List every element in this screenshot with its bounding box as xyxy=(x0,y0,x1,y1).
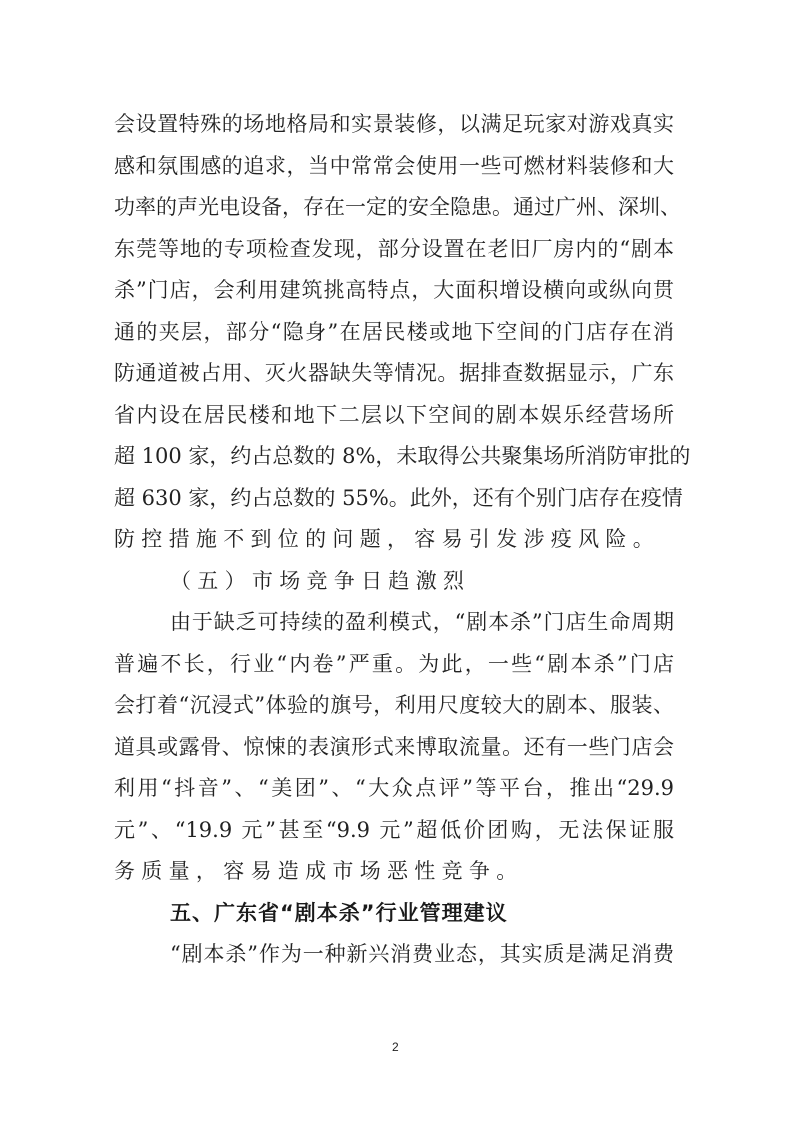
body-text-line: “剧本杀”作为一种新兴消费业态，其实质是满足消费 xyxy=(170,942,674,966)
body-text-line: 防通道被占用、灭火器缺失等情况。据排查数据显示，广东 xyxy=(114,361,674,385)
body-text-line: 元”、“19.9 元”甚至“9.9 元”超低价团购，无法保证服 xyxy=(114,817,674,842)
body-text-line: 通的夹层，部分“隐身”在居民楼或地下空间的门店存在消 xyxy=(114,319,674,344)
section-heading: 五、广东省“剧本杀”行业管理建议 xyxy=(170,900,508,925)
body-text-line: 务质量，容易造成市场恶性竞争。 xyxy=(114,859,524,883)
body-text-line: 由于缺乏可持续的盈利模式，“剧本杀”门店生命周期 xyxy=(170,610,674,634)
body-text-line: 普遍不长，行业“内卷”严重。为此，一些“剧本杀”门店 xyxy=(114,651,674,676)
body-text-line: 会设置特殊的场地格局和实景装修，以满足玩家对游戏真实 xyxy=(114,112,674,136)
body-text-line: 利用“抖音”、“美团”、“大众点评”等平台，推出“29.9 xyxy=(114,776,674,800)
body-text-line: 东莞等地的专项检查发现，部分设置在老旧厂房内的“剧本 xyxy=(114,236,674,261)
body-text-line: 会打着“沉浸式”体验的旗号，利用尺度较大的剧本、服装、 xyxy=(114,693,674,717)
body-text-line: 杀”门店，会利用建筑挑高特点，大面积增设横向或纵向贯 xyxy=(114,278,674,302)
document-page xyxy=(114,104,691,976)
page-number: 2 xyxy=(392,1040,399,1054)
body-text-line: 功率的声光电设备，存在一定的安全隐患。通过广州、深圳、 xyxy=(114,195,681,219)
body-text-line: 防控措施不到位的问题，容易引发涉疫风险。 xyxy=(114,527,660,551)
body-text-line: 超 100 家，约占总数的 8%，未取得公共聚集场所消防审批的 xyxy=(114,444,691,468)
body-text-line: 超 630 家，约占总数的 55%。此外，还有个别门店存在疫情 xyxy=(114,485,683,510)
body-text-line: 省内设在居民楼和地下二层以下空间的剧本娱乐经营场所 xyxy=(114,402,674,427)
subsection-heading: （五）市场竞争日趋激烈 xyxy=(170,568,471,593)
body-text-line: 道具或露骨、惊悚的表演形式来博取流量。还有一些门店会 xyxy=(114,734,674,759)
body-text-line: 感和氛围感的追求，当中常常会使用一些可燃材料装修和大 xyxy=(114,153,674,178)
